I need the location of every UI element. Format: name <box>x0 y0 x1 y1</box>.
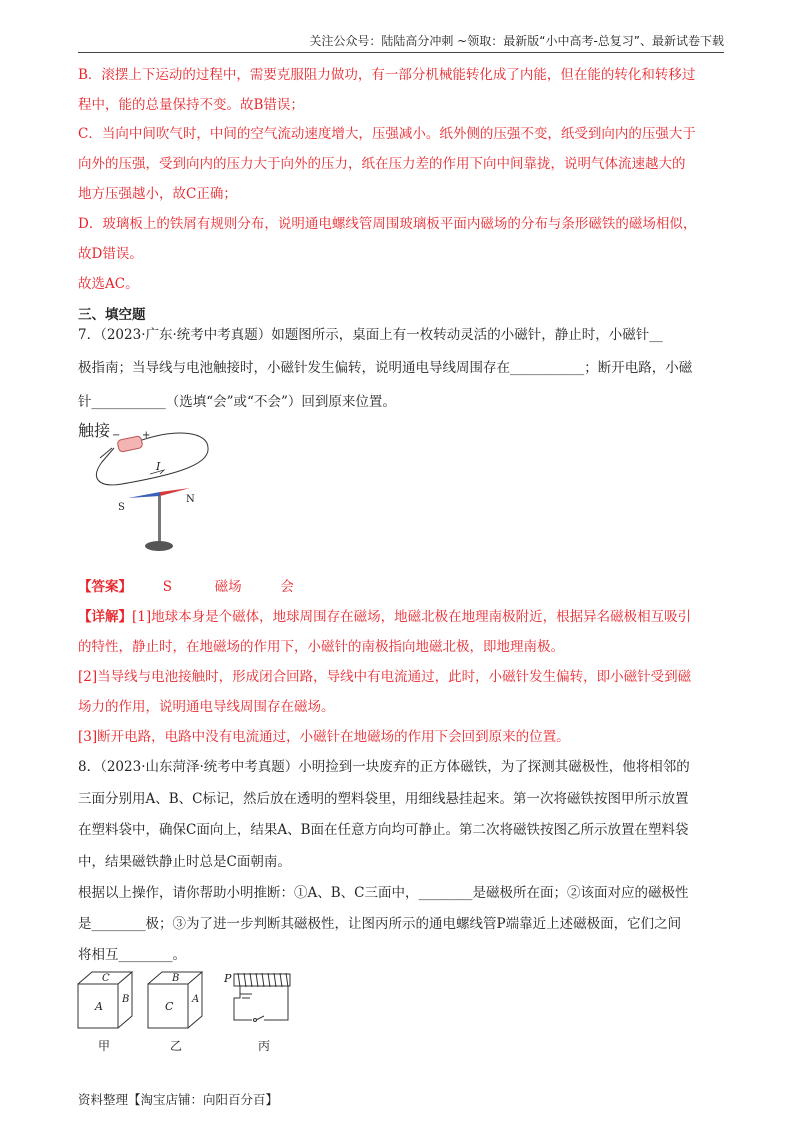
q7-line1: 7．（2023·广东·统考中考真题）如题图所示，桌面上有一枚转动灵活的小磁针，静止时，小磁针__ <box>78 327 663 343</box>
q8-line4: 中，结果磁铁静止时总是C面朝南。 <box>78 854 291 870</box>
q8-line2: 三面分别用A、B、C标记，然后放在透明的塑料袋里，用细线悬挂起来。第一次将磁铁按图甲所示放置 <box>78 791 689 807</box>
q7-detail-2a: [2]当导线与电池接触时，形成闭合回路，导线中有电流通过，此时，小磁针发生偏转，即小磁针受到磁 <box>78 669 692 685</box>
q8-line6: 是________极；③为了进一步判断其磁极性，让图丙所示的通电螺线管P端靠近上述磁极面，它们之间 <box>78 916 682 932</box>
option-d-line1: D．玻璃板上的铁屑有规则分布，说明通电螺线管周围玻璃板平面内磁场的分布与条形磁铁的磁场相似， <box>78 216 697 232</box>
battery-plus-label: + <box>142 430 151 441</box>
q8-line7: 将相互________。 <box>78 947 186 963</box>
detail-label: 【详解】 <box>78 609 132 625</box>
q7-answer-row <box>78 578 294 596</box>
yi-top-label: B <box>172 973 180 984</box>
q7-detail-2b: 场力的作用，说明通电导线周围存在磁场。 <box>78 699 335 715</box>
answer-2: 磁场 <box>214 579 242 595</box>
jia-side-label: B <box>122 994 130 1005</box>
option-c-line3: 地方压强越小，故C正确； <box>78 186 237 202</box>
solenoid-icon <box>234 973 290 987</box>
needle-s-label: S <box>118 502 125 513</box>
jia-caption: 甲 <box>98 1039 111 1053</box>
jia-top-label: C <box>102 973 110 984</box>
option-b-line1: B．滚摆上下运动的过程中，需要克服阻力做功，有一部分机械能转化成了内能，但在能的转化和转移过 <box>78 67 696 83</box>
figure-label-touch: 触接 <box>78 421 111 440</box>
page-footer: 资料整理【淘宝店铺：向阳百分百】 <box>78 1092 279 1107</box>
answer-3: 会 <box>280 579 294 595</box>
answer-label: 【答案】 <box>78 579 132 595</box>
option-c-line1: C．当向中间吹气时，中间的空气流动速度增大，压强减小。纸外侧的压强不变，纸受到向内的压强大于 <box>78 126 696 142</box>
yi-front-label: C <box>165 1000 174 1013</box>
figure-bing <box>222 970 312 1060</box>
q7-detail-3: [3]断开电路，电路中没有电流通过，小磁针在地磁场的作用下会回到原来的位置。 <box>78 729 570 745</box>
yi-caption: 乙 <box>170 1039 183 1053</box>
battery-icon <box>117 436 143 453</box>
battery-minus-label: − <box>112 430 121 441</box>
figure-yi <box>148 970 208 1060</box>
q8-line1: 8．（2023·山东菏泽·统考中考真题）小明捡到一块废弃的正方体磁铁，为了探测其磁极性，他将相邻的 <box>78 759 690 775</box>
q7-line2: 极指南；当导线与电池触接时，小磁针发生偏转，说明通电导线周围存在___________；断开电路，小磁 <box>78 360 693 376</box>
option-d-line2: 故D错误。 <box>78 246 143 262</box>
q7-figure <box>78 418 228 558</box>
q7-detail-1a <box>78 608 691 626</box>
current-label: I <box>156 460 161 473</box>
jia-front-label: A <box>95 1000 103 1013</box>
circuit-wires <box>234 987 288 1022</box>
figure-jia <box>78 970 138 1060</box>
option-c-line2: 向外的压强，受到向内的压力大于向外的压力，纸在压力差的作用下向中间靠拢，说明气体流速越大的 <box>78 156 686 172</box>
option-b-line2: 程中，能的总量保持不变。故B错误； <box>78 97 304 113</box>
bing-p-label: P <box>224 972 232 985</box>
answer-1: S <box>162 579 172 595</box>
section-title: 三、填空题 <box>78 307 146 323</box>
compass-base <box>145 541 173 551</box>
bing-caption: 丙 <box>258 1039 271 1053</box>
answer-conclusion: 故选AC。 <box>78 276 139 292</box>
q8-line5: 根据以上操作，请你帮助小明推断：①A、B、C三面中，________是磁极所在面；②该面对应的磁极性 <box>78 885 689 901</box>
compass-stand <box>158 496 161 544</box>
yi-side-label: A <box>192 994 200 1005</box>
q8-line3: 在塑料袋中，确保C面向上，结果A、B面在任意方向均可静止。第二次将磁铁按图乙所示放置在塑料袋 <box>78 822 689 838</box>
q7-line3: 针___________（选填“会”或“不会”）回到原来位置。 <box>78 394 396 410</box>
q7-detail-1b: 的特性，静止时，在地磁场的作用下，小磁针的南极指向地磁北极，即地理南极。 <box>78 639 564 655</box>
needle-n-label: N <box>186 494 195 505</box>
page-header: 关注公众号：陆陆高分冲刺 ~领取：最新版“小中高考-总复习”、最新试卷下载 <box>78 34 724 53</box>
detail-text-1a: [1]地球本身是个磁体，地球周围存在磁场，地磁北极在地理南极附近，根据异名磁极相互吸引 <box>132 609 692 625</box>
